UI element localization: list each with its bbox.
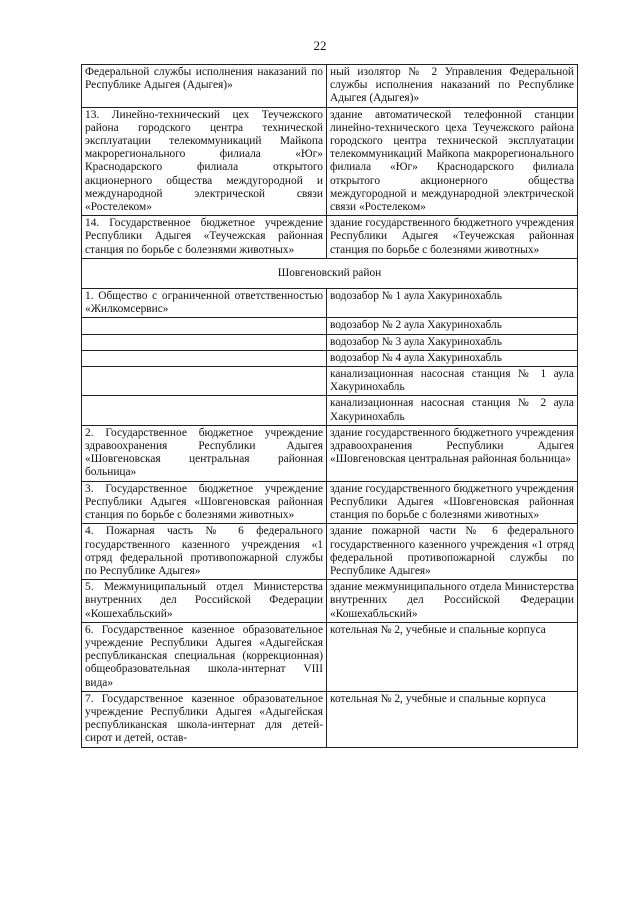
facility-cell: водозабор № 4 аула Хакуринохабль [327,350,578,366]
facility-cell: канализационная насосная станция № 2 аула Хакуринохабль [327,396,578,425]
table-row [82,334,578,350]
organization-cell: 14. Государственное бюджетное учреждение Республики Адыгея «Теучежская районная станция по борьбе с болезнями животных» [82,216,327,259]
organization-cell [82,318,327,334]
organization-cell: Федеральной службы исполнения наказаний по Республике Адыгея (Адыгея)» [82,65,327,108]
table-row [82,318,578,334]
table-row [82,289,578,318]
facilities-table [81,64,578,748]
facility-cell: здание автоматической телефонной станции линейно-технического цеха Теучежского района городского центра технической эксплуатации телекоммуникаций Майкопа макрорегионального филиала «Юг» Краснодарского филиала открытого акционерного общества междугородной и международной электрической связи «Ростелеком» [327,107,578,216]
table-row [82,481,578,524]
facility-cell: водозабор № 3 аула Хакуринохабль [327,334,578,350]
table-row [82,580,578,623]
table-row [82,216,578,259]
table-row [82,107,578,216]
table-row [82,425,578,481]
organization-cell [82,367,327,396]
table-row [82,622,578,691]
facility-cell: котельная № 2, учебные и спальные корпуса [327,691,578,747]
facility-cell: канализационная насосная станция № 1 аула Хакуринохабль [327,367,578,396]
facility-cell: водозабор № 2 аула Хакуринохабль [327,318,578,334]
facility-cell: здание межмуниципального отдела Министерства внутренних дел Российской Федерации «Кошехабльский» [327,580,578,623]
organization-cell: 3. Государственное бюджетное учреждение Республики Адыгея «Шовгеновская районная станция по борьбе с болезнями животных» [82,481,327,524]
facility-cell: котельная № 2, учебные и спальные корпуса [327,622,578,691]
district-heading: Шовгеновский район [82,258,578,288]
table-row [82,396,578,425]
organization-cell: 2. Государственное бюджетное учреждение здравоохранения Республики Адыгея «Шовгеновская центральная районная больница» [82,425,327,481]
facility-cell: здание государственного бюджетного учреждения Республики Адыгея «Теучежская районная станция по борьбе с болезнями животных» [327,216,578,259]
organization-cell [82,350,327,366]
table-row [82,65,578,108]
facility-cell: здание пожарной части № 6 федерального государственного казенного учреждения «1 отряд федеральной противопожарной службы по Республике Адыгея» [327,524,578,580]
table-row [82,350,578,366]
facility-cell: здание государственного бюджетного учреждения здравоохранения Республики Адыгея «Шовгеновская центральная районная больница» [327,425,578,481]
organization-cell: 13. Линейно-технический цех Теучежского района городского центра технической эксплуатации телекоммуникаций Майкопа макрорегионального филиала «Юг» Краснодарского филиала открытого акционерного общества междугородной и международной электрической связи «Ростелеком» [82,107,327,216]
organization-cell: 1. Общество с ограниченной ответственностью «Жилкомсервис» [82,289,327,318]
facility-cell: водозабор № 1 аула Хакуринохабль [327,289,578,318]
organization-cell: 6. Государственное казенное образовательное учреждение Республики Адыгея «Адыгейская республиканская специальная (коррекционная) общеобразовательная школа-интернат VIII вида» [82,622,327,691]
facility-cell: здание государственного бюджетного учреждения Республики Адыгея «Шовгеновская районная станция по борьбе с болезнями животных» [327,481,578,524]
organization-cell: 7. Государственное казенное образовательное учреждение Республики Адыгея «Адыгейская республиканская школа-интернат для детей-сирот и детей, остав- [82,691,327,747]
organization-cell [82,334,327,350]
table-row [82,524,578,580]
organization-cell [82,396,327,425]
table-row [82,367,578,396]
page-number: 22 [313,38,327,53]
section-row [82,258,578,288]
organization-cell: 4. Пожарная часть № 6 федерального государственного казенного учреждения «1 отряд федеральной противопожарной службы по Республике Адыгея» [82,524,327,580]
table-row [82,691,578,747]
organization-cell: 5. Межмуниципальный отдел Министерства внутренних дел Российской Федерации «Кошехабльский» [82,580,327,623]
facility-cell: ный изолятор № 2 Управления Федеральной службы исполнения наказаний по Республике Адыгея (Адыгея)» [327,65,578,108]
